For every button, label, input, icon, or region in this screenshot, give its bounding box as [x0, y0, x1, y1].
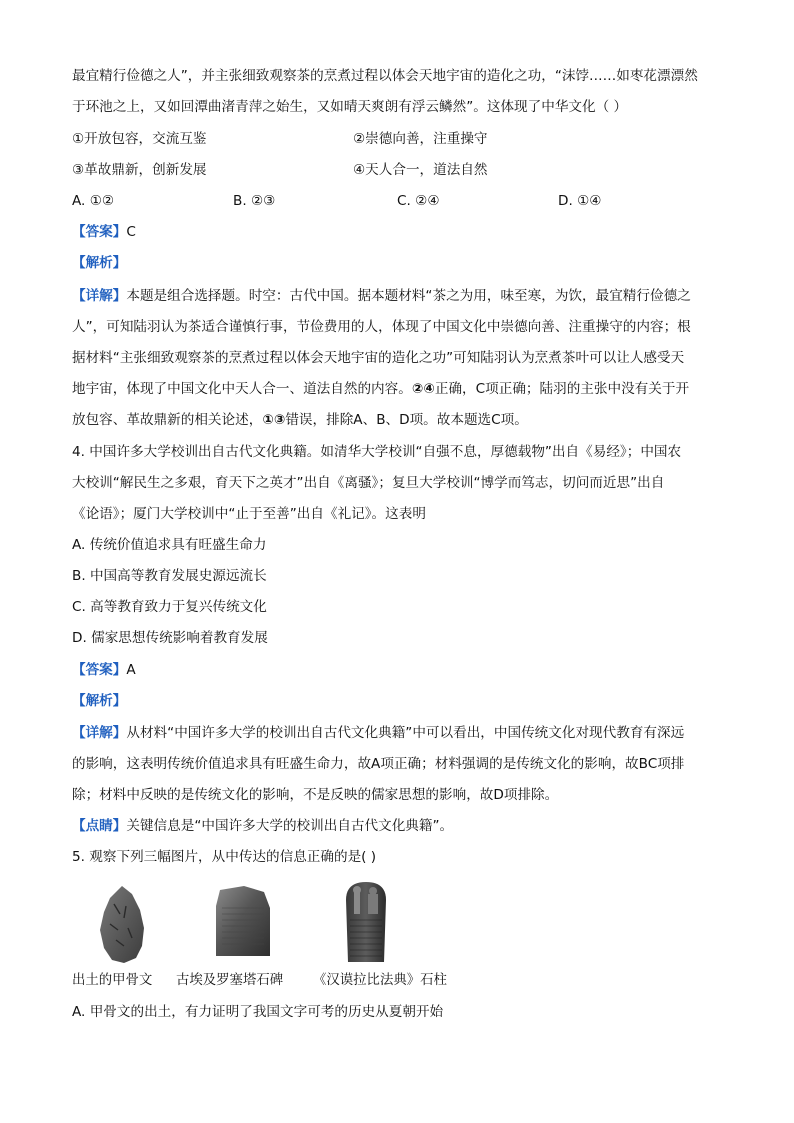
q4-option-b: B. 中国高等教育发展史源远流长: [72, 568, 267, 584]
answer-value: C: [126, 224, 136, 240]
q4-analysis: [72, 691, 126, 711]
q3-stem-line-2: 于环池之上，又如回潭曲渚青萍之始生，又如晴天爽朗有浮云鳞然”。这体现了中华文化（ ）: [72, 99, 628, 115]
answer-label: 【答案】: [72, 224, 127, 240]
q3-choice-a: A. ①②: [72, 193, 115, 209]
caption-oracle-bone: 出土的甲骨文: [72, 973, 153, 988]
q4-option-a: A. 传统价值追求具有旺盛生命力: [72, 537, 267, 553]
detail-text: 正确，C项正确；陆羽的主张中没有关于开: [434, 381, 690, 397]
caption-hammurabi: 《汉谟拉比法典》石柱: [313, 973, 447, 988]
q3-item-1: ①开放包容，交流互鉴: [72, 131, 207, 147]
q4-point: [72, 816, 453, 836]
q3-detail-line-3: 据材料“主张细致观察茶的烹煮过程以体会天地宇宙的造化之功”可知陆羽认为烹煮茶叶可以让人感受天: [72, 350, 685, 366]
answer-value: A: [126, 662, 136, 678]
analysis-label: 【解析】: [72, 693, 127, 709]
q3-choice-d: D. ①④: [558, 193, 602, 209]
q3-item-2: ②崇德向善，注重操守: [353, 131, 488, 147]
q3-detail-line-5: [72, 410, 528, 430]
point-label: 【点睛】: [72, 818, 127, 834]
q5-stem: 5. 观察下列三幅图片，从中传达的信息正确的是( ): [72, 849, 377, 865]
analysis-label: 【解析】: [72, 255, 127, 271]
detail-text: 地宇宙，体现了中国文化中天人合一、道法自然的内容。: [72, 381, 412, 397]
q3-choice-b: B. ②③: [233, 193, 276, 209]
q3-stem-line-1: 最宜精行俭德之人”，并主张细致观察茶的烹煮过程以体会天地宇宙的造化之功，“沫饽……如枣花漂漂然: [72, 68, 698, 84]
hammurabi-stele-image: [342, 880, 390, 962]
q4-option-c: C. 高等教育致力于复兴传统文化: [72, 599, 267, 615]
point-text: 关键信息是“中国许多大学的校训出自古代文化典籍”。: [126, 818, 454, 834]
detail-text: 本题是组合选择题。时空：古代中国。据本题材料“茶之为用，味至寒，为饮，最宜精行俭德之: [126, 288, 691, 304]
q3-analysis: [72, 253, 126, 273]
caption-rosetta-stone: 古埃及罗塞塔石碑: [176, 973, 284, 988]
oracle-bone-image: [96, 884, 148, 964]
q4-stem-line-2: 大校训“解民生之多艰，育天下之英才”出自《离骚》；复旦大学校训“博学而笃志，切问而近思”出自: [72, 475, 665, 491]
q4-detail-line-1: [72, 723, 684, 743]
detail-numbers: ①③: [262, 412, 286, 428]
q4-detail-line-3: 除；材料中反映的是传统文化的影响，不是反映的儒家思想的影响，故D项排除。: [72, 787, 559, 803]
q4-stem-line-3: 《论语》；厦门大学校训中“止于至善”出自《礼记》。这表明: [72, 506, 426, 522]
q3-detail-line-2: 人”，可知陆羽认为茶适合谨慎行事，节俭费用的人，体现了中国文化中崇德向善、注重操守的内容；根: [72, 319, 691, 335]
detail-label: 【详解】: [72, 725, 127, 741]
answer-label: 【答案】: [72, 662, 127, 678]
q4-stem-line-1: 4. 中国许多大学校训出自古代文化典籍。如清华大学校训“自强不息，厚德载物”出自《易经》；中国农: [72, 444, 682, 460]
detail-text: 从材料“中国许多大学的校训出自古代文化典籍”中可以看出，中国传统文化对现代教育有深远: [126, 725, 685, 741]
q3-detail-line-4: [72, 379, 689, 399]
q5-option-a: A. 甲骨文的出土，有力证明了我国文字可考的历史从夏朝开始: [72, 1004, 444, 1020]
q3-answer: [72, 222, 136, 242]
q4-answer: [72, 660, 136, 680]
q4-option-d: D. 儒家思想传统影响着教育发展: [72, 630, 268, 646]
q3-detail-line-1: [72, 286, 691, 306]
q4-detail-line-2: 的影响，这表明传统价值追求具有旺盛生命力，故A项正确；材料强调的是传统文化的影响，故BC项排: [72, 756, 685, 772]
rosetta-stone-image: [214, 886, 272, 958]
detail-label: 【详解】: [72, 288, 127, 304]
detail-numbers: ②④: [411, 381, 435, 397]
q3-item-3: ③革故鼎新，创新发展: [72, 162, 207, 178]
detail-text: 放包容、革故鼎新的相关论述，: [72, 412, 263, 428]
q3-choice-c: C. ②④: [397, 193, 440, 209]
q3-item-4: ④天人合一，道法自然: [353, 162, 488, 178]
detail-text: 错误，排除A、B、D项。故本题选C项。: [285, 412, 528, 428]
